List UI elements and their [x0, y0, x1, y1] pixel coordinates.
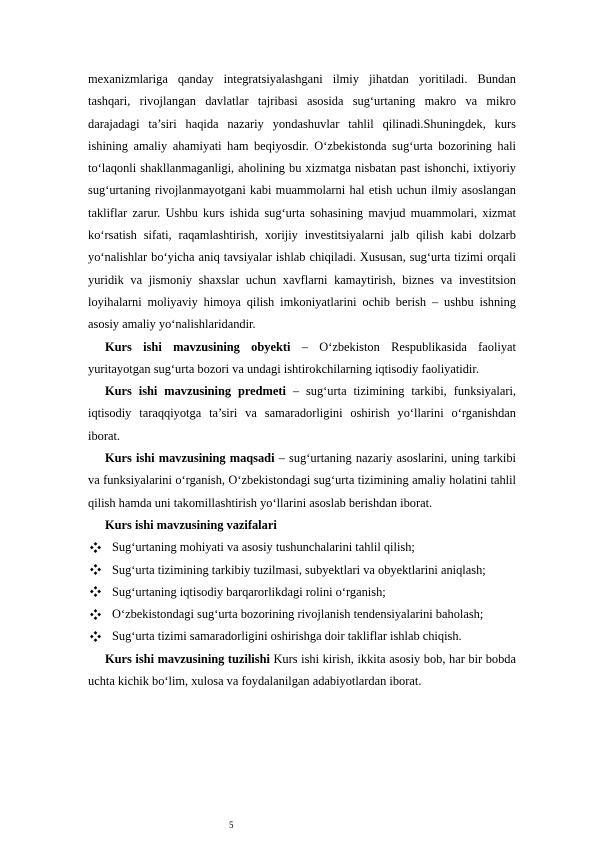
- subject-text: – sug‘urta tizimining tarkibi, funksiyalari, iqtisodiy taraqqiyotga ta’siri va samaradorligini oshirish yo‘llarini o‘rganishdan iborat.: [88, 384, 516, 443]
- structure-text: Kurs ishi kirish, ikkita asosiy bob, har bir bobda uchta kichik bo‘lim, xulosa va foydalanilgan adabiyotlardan iborat.: [88, 651, 516, 689]
- list-item: [88, 536, 516, 558]
- object-paragraph: [88, 336, 516, 381]
- goal-label: Kurs ishi mavzusining maqsadi: [105, 451, 275, 466]
- page-number: 5: [229, 820, 234, 830]
- tasks-list: [88, 536, 516, 647]
- four-diamond-bullet-icon: [88, 536, 102, 558]
- intro-paragraph: mexanizmlariga qanday integratsiyalashgani ilmiy jihatdan yoritiladi. Bundan tashqari, rivojlangan davlatlar tajribasi asosida sug‘urtaning makro va mikro darajadagi ta’siri haqida nazariy yondashuvlar tahlil qilinadi.Shuningdek, kurs ishining amaliy ahamiyati ham beqiyosdir. O‘zbekistonda sug‘urta bozorining hali to‘laqonli shakllanmaganligi, aholining bu xizmatga nisbatan past ishonchi, ixtiyoriy sug‘urtaning rivojlanmayotgani kabi muammolarni hal etish uchun ilmiy asoslangan takliflar zarur. Ushbu kurs ishida sug‘urta sohasining mavjud muammolari, xizmat ko‘rsatish sifati, raqamlashtirish, xorijiy investitsiyalarni jalb qilish kabi dolzarb yo‘nalishlar bo‘yicha aniq tavsiyalar ishlab chiqiladi. Xususan, sug‘urta tizimi orqali yuridik va jismoniy shaxslar uchun xavflarni kamaytirish, biznes va investitsion loyihalarni moliyaviy himoya qilish imkoniyatlarini ochib berish – ushbu ishning asosiy amaliy yo‘nalishlaridandir.: [88, 72, 516, 332]
- task-text: O‘zbekistondagi sug‘urta bozorining rivojlanish tendensiyalarini baholash;: [112, 607, 484, 622]
- object-label: Kurs ishi mavzusining obyekti: [105, 339, 291, 354]
- tasks-heading: Kurs ishi mavzusining vazifalari: [105, 517, 277, 532]
- four-diamond-bullet-icon: [88, 603, 102, 625]
- list-item: [88, 625, 516, 647]
- document-page: [88, 68, 516, 692]
- object-text: – O‘zbekiston Respublikasida faoliyat yuritayotgan sug‘urta bozori va undagi ishtirokchilarning iqtisodiy faoliyatidir.: [88, 339, 516, 376]
- structure-label: Kurs ishi mavzusining tuzilishi: [105, 651, 270, 666]
- list-item: [88, 559, 516, 581]
- four-diamond-bullet-icon: [88, 581, 102, 603]
- four-diamond-bullet-icon: [88, 625, 102, 647]
- four-diamond-bullet-icon: [88, 559, 102, 581]
- task-text: Sug‘urta tizimi samaradorligini oshirishga doir takliflar ishlab chiqish.: [112, 629, 462, 644]
- subject-paragraph: [88, 380, 516, 447]
- list-item: [88, 603, 516, 625]
- task-text: Sug‘urtaning mohiyati va asosiy tushunchalarini tahlil qilish;: [112, 540, 415, 555]
- task-text: Sug‘urta tizimining tarkibiy tuzilmasi, subyektlari va obyektlarini aniqlash;: [112, 562, 486, 577]
- task-text: Sug‘urtaning iqtisodiy barqarorlikdagi rolini o‘rganish;: [112, 584, 386, 599]
- goal-paragraph: [88, 447, 516, 514]
- goal-text: – sug‘urtaning nazariy asoslarini, uning tarkibi va funksiyalarini o‘rganish, O‘zbekistondagi sug‘urta tizimining amaliy holatini tahlil qilish hamda uni takomillashtirish yo‘llarini asoslab berishdan iborat.: [88, 451, 516, 510]
- list-item: [88, 581, 516, 603]
- subject-label: Kurs ishi mavzusining predmeti: [105, 384, 286, 399]
- structure-paragraph: [88, 648, 516, 693]
